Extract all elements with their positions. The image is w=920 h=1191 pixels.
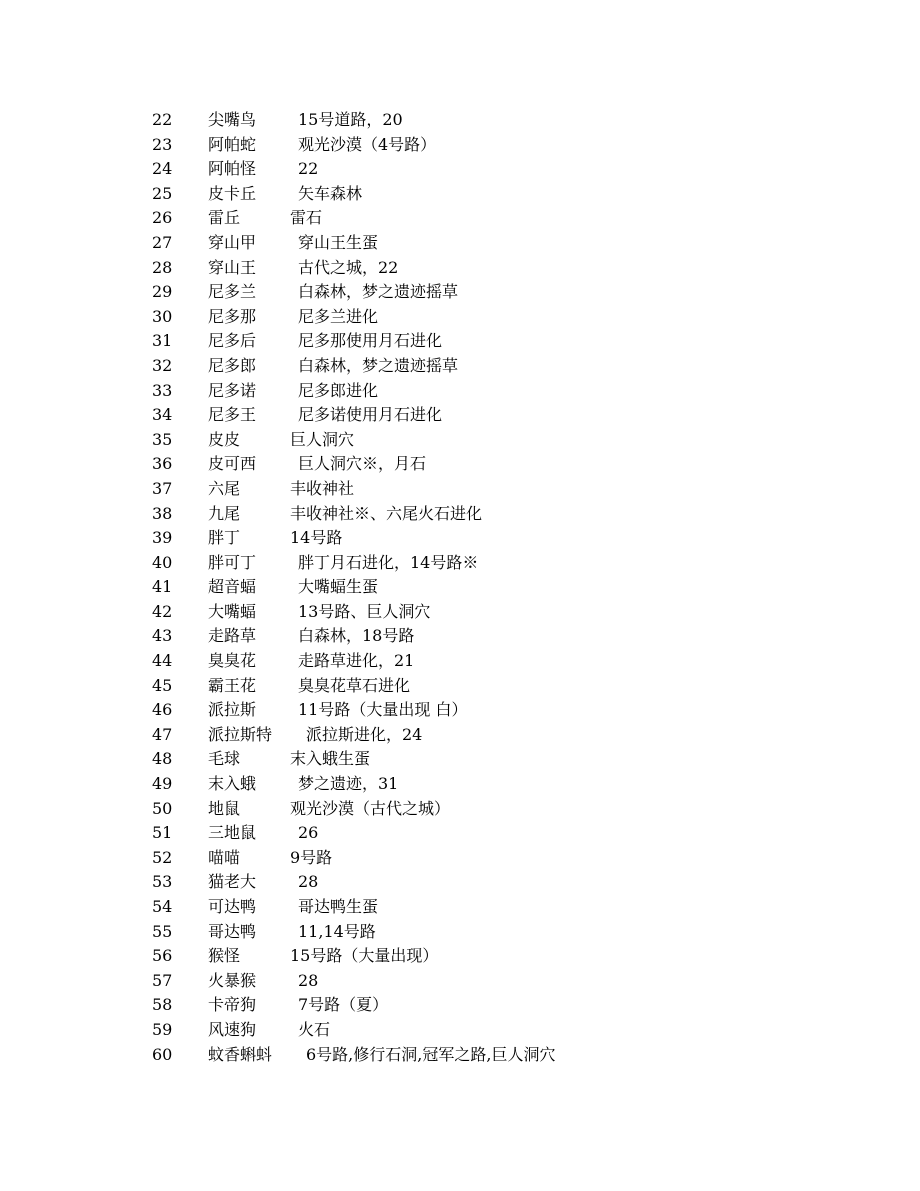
pokemon-name: 火暴猴 xyxy=(208,970,257,990)
list-item xyxy=(152,133,852,158)
list-item xyxy=(152,1018,852,1043)
location-text: 火石 xyxy=(298,1019,331,1039)
location-text: 15号路（大量出现） xyxy=(290,946,439,966)
location-text: 派拉斯进化，24 xyxy=(306,724,423,744)
list-item xyxy=(152,526,852,551)
location-text: 11,14号路 xyxy=(298,921,376,941)
entry-number: 36 xyxy=(152,454,173,474)
entry-number: 28 xyxy=(152,257,173,277)
pokemon-name: 穿山甲 xyxy=(208,232,257,252)
entry-number: 39 xyxy=(152,528,173,548)
pokemon-name: 派拉斯 xyxy=(208,700,257,720)
pokemon-name: 尼多那 xyxy=(208,306,257,326)
list-item xyxy=(152,944,852,969)
pokemon-name: 臭臭花 xyxy=(208,651,257,671)
pokemon-name: 霸王花 xyxy=(208,675,257,695)
list-item xyxy=(152,993,852,1018)
location-text: 26 xyxy=(298,823,319,843)
entry-number: 31 xyxy=(152,331,173,351)
pokemon-name: 尼多诺 xyxy=(208,380,257,400)
pokemon-name: 皮卡丘 xyxy=(208,183,257,203)
entry-number: 24 xyxy=(152,159,173,179)
location-text: 古代之城，22 xyxy=(298,257,399,277)
list-item xyxy=(152,870,852,895)
location-text: 矢车森林 xyxy=(298,183,363,203)
list-item xyxy=(152,452,852,477)
pokemon-name: 毛球 xyxy=(208,749,241,769)
location-text: 巨人洞穴 xyxy=(290,429,355,449)
location-text: 14号路 xyxy=(290,528,343,548)
entry-number: 23 xyxy=(152,134,173,154)
pokemon-name: 胖丁 xyxy=(208,528,241,548)
location-text: 白森林，梦之遗迹摇草 xyxy=(298,355,459,375)
pokemon-name: 蚊香蝌蚪 xyxy=(208,1044,273,1064)
entry-number: 35 xyxy=(152,429,173,449)
list-item xyxy=(152,231,852,256)
location-text: 11号路（大量出现 白） xyxy=(298,700,468,720)
location-text: 尼多郎进化 xyxy=(298,380,379,400)
list-item xyxy=(152,698,852,723)
entry-number: 53 xyxy=(152,872,173,892)
pokemon-name: 走路草 xyxy=(208,626,257,646)
pokemon-name: 尼多后 xyxy=(208,331,257,351)
entry-number: 54 xyxy=(152,897,173,916)
entry-number: 44 xyxy=(152,651,173,671)
list-item xyxy=(152,895,852,920)
list-item xyxy=(152,157,852,182)
pokemon-name: 胖可丁 xyxy=(208,552,257,572)
entry-number: 50 xyxy=(152,798,173,818)
location-text: 22 xyxy=(298,159,319,179)
entry-number: 47 xyxy=(152,724,173,744)
list-item xyxy=(152,502,852,527)
location-text: 雷石 xyxy=(290,208,323,228)
entry-number: 52 xyxy=(152,847,173,867)
entry-number: 57 xyxy=(152,970,173,990)
location-text: 9号路 xyxy=(290,847,333,867)
list-item xyxy=(152,846,852,871)
entry-number: 55 xyxy=(152,921,173,941)
pokemon-name: 九尾 xyxy=(208,503,241,523)
pokemon-name: 地鼠 xyxy=(208,798,241,818)
list-item xyxy=(152,477,852,502)
location-text: 梦之遗迹，31 xyxy=(298,774,399,794)
list-item xyxy=(152,280,852,305)
entry-number: 30 xyxy=(152,306,173,326)
location-text: 白森林，18号路 xyxy=(298,626,415,646)
pokemon-location-list xyxy=(152,108,852,1067)
list-item xyxy=(152,256,852,281)
pokemon-name: 派拉斯特 xyxy=(208,724,273,744)
list-item xyxy=(152,624,852,649)
location-text: 白森林，梦之遗迹摇草 xyxy=(298,282,459,302)
pokemon-name: 超音蝠 xyxy=(208,577,257,597)
entry-number: 46 xyxy=(152,700,173,720)
pokemon-name: 阿帕怪 xyxy=(208,159,257,179)
entry-number: 38 xyxy=(152,503,173,523)
entry-number: 48 xyxy=(152,749,173,769)
list-item xyxy=(152,821,852,846)
entry-number: 22 xyxy=(152,110,173,129)
list-item xyxy=(152,379,852,404)
pokemon-name: 皮可西 xyxy=(208,454,257,474)
pokemon-name: 三地鼠 xyxy=(208,823,257,843)
location-text: 观光沙漠（4号路） xyxy=(298,134,437,154)
entry-number: 51 xyxy=(152,823,173,843)
list-item xyxy=(152,747,852,772)
entry-number: 37 xyxy=(152,478,173,498)
location-text: 哥达鸭生蛋 xyxy=(298,897,379,916)
location-text: 丰收神社※、六尾火石进化 xyxy=(290,503,483,523)
entry-number: 60 xyxy=(152,1044,173,1064)
entry-number: 45 xyxy=(152,675,173,695)
list-item xyxy=(152,305,852,330)
pokemon-name: 末入蛾 xyxy=(208,774,257,794)
entry-number: 29 xyxy=(152,282,173,302)
entry-number: 49 xyxy=(152,774,173,794)
list-item xyxy=(152,920,852,945)
pokemon-name: 喵喵 xyxy=(208,847,241,867)
pokemon-name: 卡帝狗 xyxy=(208,995,257,1015)
pokemon-name: 皮皮 xyxy=(208,429,241,449)
location-text: 尼多诺使用月石进化 xyxy=(298,405,443,425)
list-item xyxy=(152,649,852,674)
location-text: 28 xyxy=(298,970,319,990)
entry-number: 40 xyxy=(152,552,173,572)
location-text: 走路草进化，21 xyxy=(298,651,415,671)
location-text: 7号路（夏） xyxy=(298,995,389,1015)
list-item xyxy=(152,428,852,453)
list-item xyxy=(152,969,852,994)
location-text: 穿山王生蛋 xyxy=(298,232,379,252)
pokemon-name: 六尾 xyxy=(208,478,241,498)
list-item xyxy=(152,575,852,600)
location-text: 巨人洞穴※，月石 xyxy=(298,454,427,474)
list-item xyxy=(152,206,852,231)
location-text: 13号路、巨人洞穴 xyxy=(298,601,431,621)
entry-number: 58 xyxy=(152,995,173,1015)
entry-number: 34 xyxy=(152,405,173,425)
pokemon-name: 尼多兰 xyxy=(208,282,257,302)
pokemon-name: 可达鸭 xyxy=(208,897,257,916)
entry-number: 33 xyxy=(152,380,173,400)
pokemon-name: 猫老大 xyxy=(208,872,257,892)
location-text: 胖丁月石进化，14号路※ xyxy=(298,552,479,572)
pokemon-name: 风速狗 xyxy=(208,1019,257,1039)
entry-number: 27 xyxy=(152,232,173,252)
list-item xyxy=(152,182,852,207)
pokemon-name: 大嘴蝠 xyxy=(208,601,257,621)
pokemon-name: 哥达鸭 xyxy=(208,921,257,941)
location-text: 丰收神社 xyxy=(290,478,355,498)
entry-number: 25 xyxy=(152,183,173,203)
list-item xyxy=(152,723,852,748)
entry-number: 43 xyxy=(152,626,173,646)
location-text: 尼多那使用月石进化 xyxy=(298,331,443,351)
entry-number: 41 xyxy=(152,577,173,597)
location-text: 28 xyxy=(298,872,319,892)
list-item xyxy=(152,1043,852,1068)
entry-number: 32 xyxy=(152,355,173,375)
list-item xyxy=(152,797,852,822)
location-text: 大嘴蝠生蛋 xyxy=(298,577,379,597)
location-text: 6号路,修行石洞,冠军之路,巨人洞穴 xyxy=(306,1044,556,1064)
list-item xyxy=(152,551,852,576)
location-text: 末入蛾生蛋 xyxy=(290,749,371,769)
list-item xyxy=(152,772,852,797)
list-item xyxy=(152,354,852,379)
entry-number: 59 xyxy=(152,1019,173,1039)
pokemon-name: 阿帕蛇 xyxy=(208,134,257,154)
pokemon-name: 穿山王 xyxy=(208,257,257,277)
pokemon-name: 尼多王 xyxy=(208,405,257,425)
location-text: 尼多兰进化 xyxy=(298,306,379,326)
location-text: 15号道路，20 xyxy=(298,110,403,129)
entry-number: 56 xyxy=(152,946,173,966)
entry-number: 42 xyxy=(152,601,173,621)
pokemon-name: 尼多郎 xyxy=(208,355,257,375)
pokemon-name: 猴怪 xyxy=(208,946,241,966)
location-text: 观光沙漠（古代之城） xyxy=(290,798,451,818)
list-item xyxy=(152,329,852,354)
list-item xyxy=(152,674,852,699)
pokemon-name: 尖嘴鸟 xyxy=(208,110,257,129)
list-item xyxy=(152,403,852,428)
pokemon-name: 雷丘 xyxy=(208,208,241,228)
entry-number: 26 xyxy=(152,208,173,228)
list-item xyxy=(152,600,852,625)
location-text: 臭臭花草石进化 xyxy=(298,675,411,695)
list-item xyxy=(152,108,852,133)
